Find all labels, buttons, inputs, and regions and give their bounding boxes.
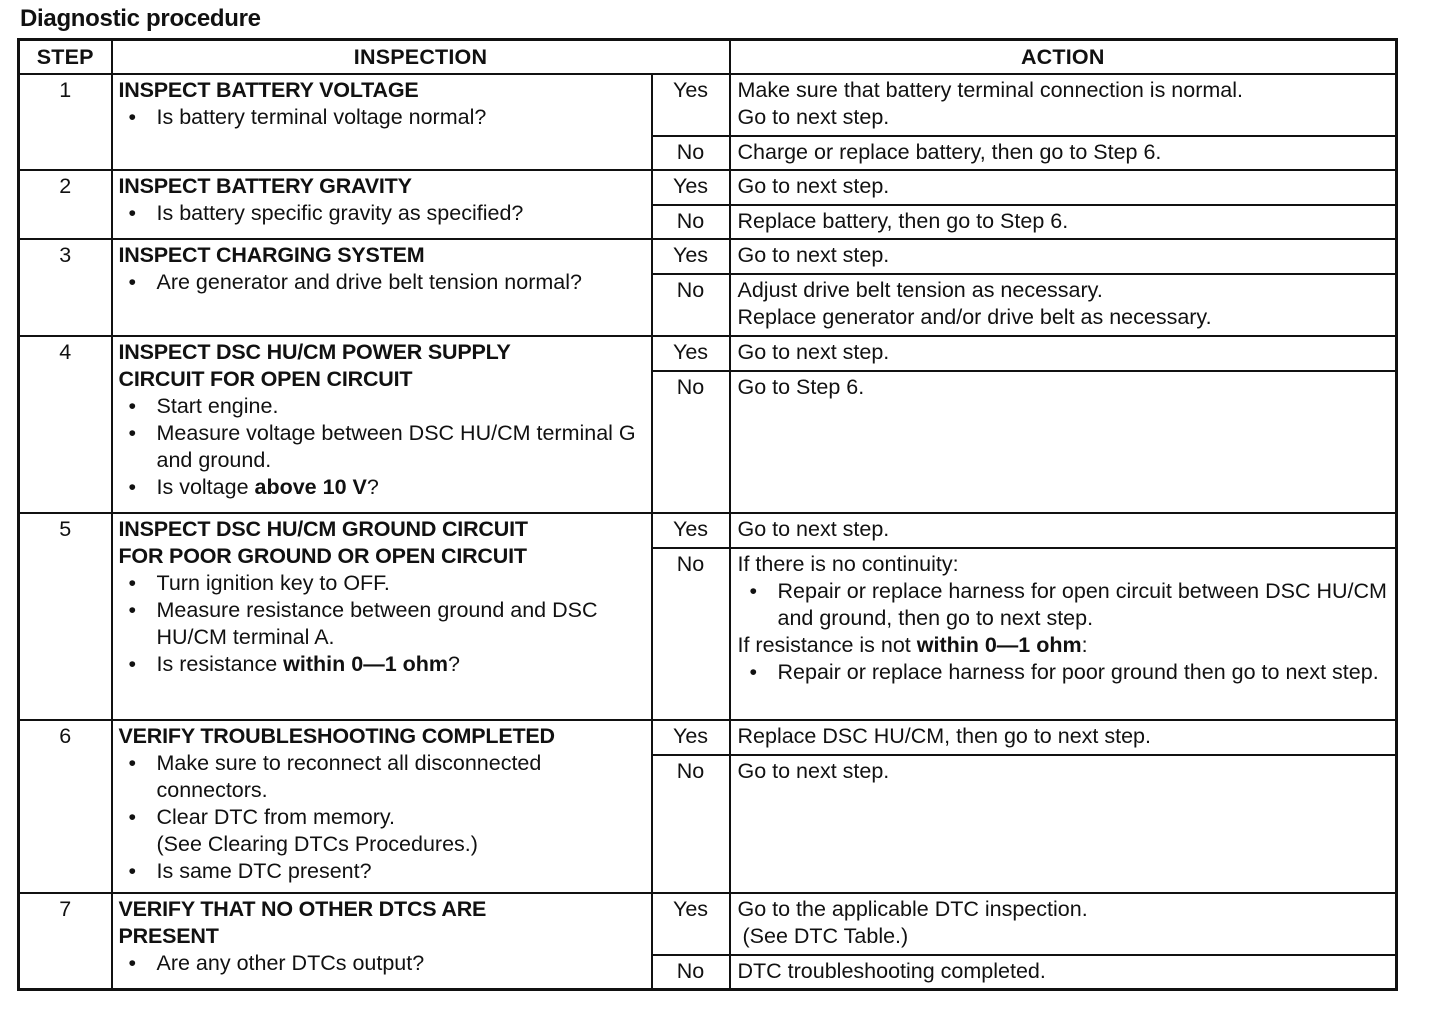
no-label: No [652,755,730,893]
step-number: 7 [19,893,112,989]
inspection-cell [112,720,652,893]
no-label: No [652,955,730,989]
inspection-cell [112,513,652,720]
step-number: 6 [19,720,112,893]
list-item [119,474,645,501]
action-text: Replace generator and/or drive belt as necessary. [737,305,1212,329]
list-item-note: (See Clearing DTCs Procedures.) [156,832,478,856]
inspection-title: VERIFY THAT NO OTHER DTCS ARE [118,897,487,921]
no-label: No [652,371,730,513]
inspection-cell [112,239,652,336]
action-condition: If there is no continuity: [737,552,959,576]
condition-end: : [1081,633,1088,657]
no-label: No [652,136,730,170]
inspection-list [119,570,645,678]
question-criterion: within 0—1 ohm [283,652,449,676]
inspection-list [119,950,645,977]
table-row [19,74,1397,136]
action-text: Go to next step. [730,239,1397,274]
step-number: 2 [19,170,112,239]
action-text: Go to Step 6. [730,371,1397,513]
inspection-cell [112,893,652,989]
condition-text: If resistance is not [737,633,917,657]
inspection-title: FOR POOR GROUND OR OPEN CIRCUIT [118,544,527,568]
action-text: Go to next step. [730,170,1397,205]
inspection-cell [112,74,652,170]
list-item: • Are any other DTCs output? [119,950,645,977]
list-item: • Is battery specific gravity as specified? [119,200,645,227]
list-item: • Repair or replace harness for open circuit between DSC HU/CM and ground, then go to next step. [738,578,1388,632]
yes-label: Yes [652,239,730,274]
inspection-title: PRESENT [118,924,219,948]
list-item [119,651,645,678]
inspection-list [119,200,645,227]
table-row [19,513,1397,548]
table-row [19,170,1397,205]
table-row [19,720,1397,755]
yes-label: Yes [652,893,730,955]
step-number: 3 [19,239,112,336]
inspection-title: INSPECT BATTERY VOLTAGE [118,78,419,102]
table-row [19,336,1397,371]
inspection-title: VERIFY TROUBLESHOOTING COMPLETED [118,724,555,748]
yes-label: Yes [652,720,730,755]
yes-label: Yes [652,336,730,371]
question-end: ? [448,652,460,676]
inspection-cell [112,336,652,513]
action-text: Go to next step. [730,513,1397,548]
action-column-header: ACTION [730,40,1397,75]
action-cell [730,548,1397,720]
table-row [19,239,1397,274]
action-text: Go to next step. [737,105,890,129]
action-list [738,659,1388,686]
list-item: • Are generator and drive belt tension normal? [119,269,645,296]
inspection-list [119,393,645,501]
diagnostic-procedure-table [17,38,1398,991]
action-text: Adjust drive belt tension as necessary. [737,278,1103,302]
action-cell [730,893,1397,955]
yes-label: Yes [652,170,730,205]
question-text: Is voltage [156,475,255,499]
no-label: No [652,274,730,336]
yes-label: Yes [652,513,730,548]
list-item: • Is same DTC present? [119,858,645,885]
action-list [738,578,1388,632]
list-item: • Repair or replace harness for poor ground then go to next step. [738,659,1388,686]
action-condition [738,632,1388,659]
list-item-text: • Clear DTC from memory. [156,805,396,829]
list-item: • Start engine. [119,393,645,420]
no-label: No [652,205,730,239]
inspection-title: INSPECT BATTERY GRAVITY [118,174,412,198]
condition-criterion: within 0—1 ohm [916,633,1082,657]
inspection-column-header: INSPECTION [112,40,730,75]
action-text: Charge or replace battery, then go to Step 6. [730,136,1397,170]
step-number: 5 [19,513,112,720]
list-item: • Turn ignition key to OFF. [119,570,645,597]
list-item: • Measure resistance between ground and DSC HU/CM terminal A. [119,597,645,651]
action-text: Go to the applicable DTC inspection. [737,897,1088,921]
action-text: Go to next step. [730,336,1397,371]
action-text: Go to next step. [730,755,1397,893]
page-title: Diagnostic procedure [20,5,261,32]
list-item: • Make sure to reconnect all disconnected connectors. [119,750,645,804]
action-text: (See DTC Table.) [742,924,909,948]
action-cell [730,274,1397,336]
list-item: • Measure voltage between DSC HU/CM terminal G and ground. [119,420,645,474]
inspection-title: INSPECT DSC HU/CM POWER SUPPLY [118,340,511,364]
list-item: • Is battery terminal voltage normal? [119,104,645,131]
inspection-list [119,104,645,131]
no-label: No [652,548,730,720]
question-text: Is resistance [156,652,284,676]
inspection-title: INSPECT DSC HU/CM GROUND CIRCUIT [118,517,528,541]
action-text: Make sure that battery terminal connection is normal. [737,78,1243,102]
inspection-title: CIRCUIT FOR OPEN CIRCUIT [118,367,413,391]
step-number: 4 [19,336,112,513]
action-text: DTC troubleshooting completed. [730,955,1397,989]
inspection-list [119,269,645,296]
list-item [119,804,645,858]
question-criterion: above 10 V [254,475,367,499]
inspection-list [119,750,645,885]
action-cell [730,74,1397,136]
action-text: Replace battery, then go to Step 6. [730,205,1397,239]
yes-label: Yes [652,74,730,136]
step-number: 1 [19,74,112,170]
action-text: Replace DSC HU/CM, then go to next step. [730,720,1397,755]
inspection-cell [112,170,652,239]
table-header-row [19,40,1397,75]
table-row [19,893,1397,955]
step-column-header: STEP [19,40,112,75]
inspection-title: INSPECT CHARGING SYSTEM [118,243,425,267]
question-end: ? [366,475,379,499]
